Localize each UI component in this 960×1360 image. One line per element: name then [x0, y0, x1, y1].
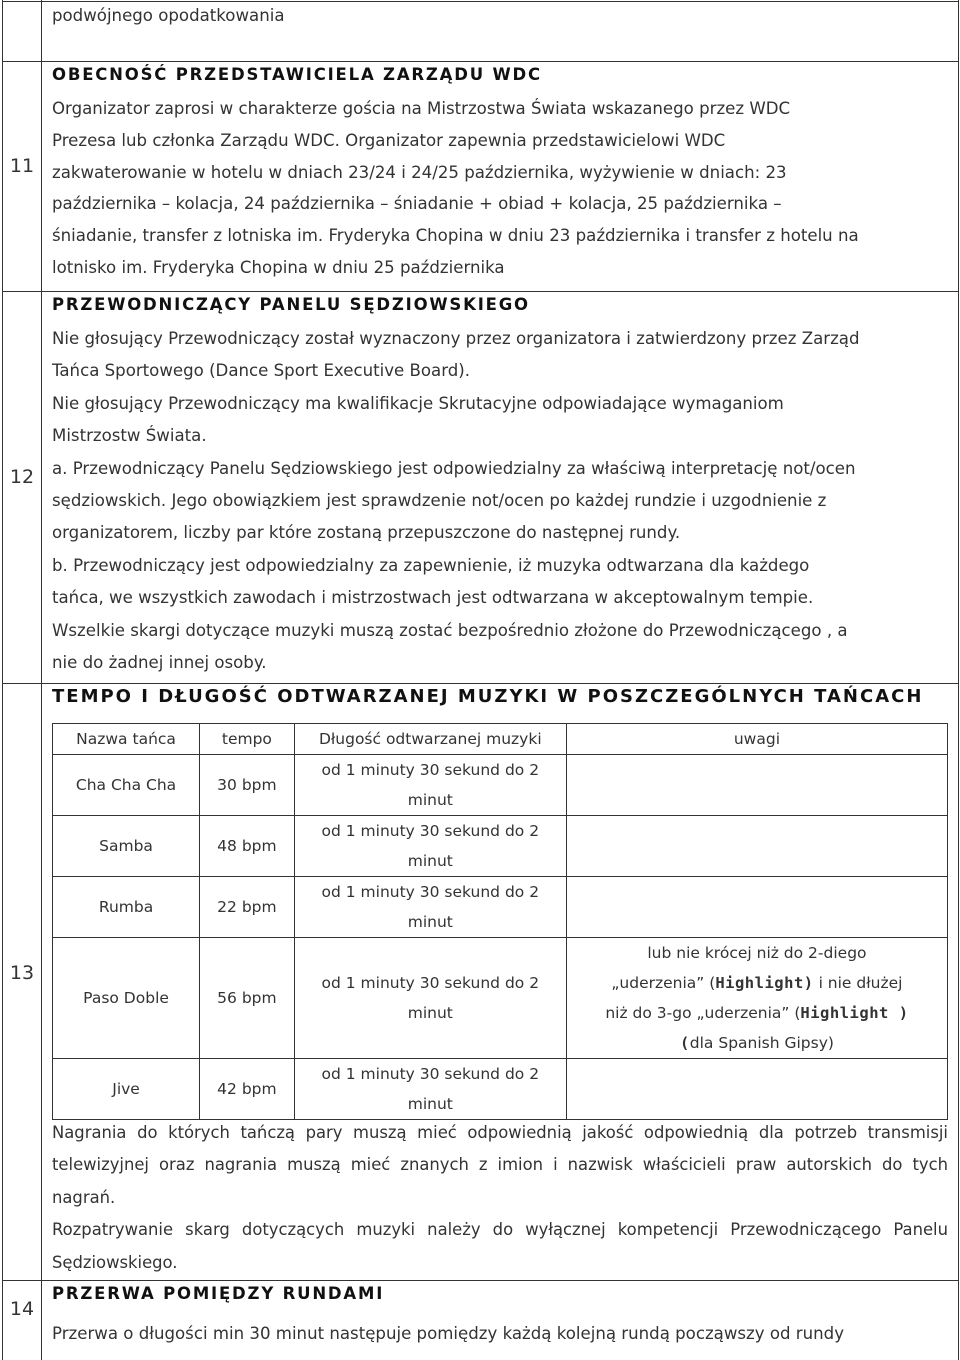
section-heading-break-between-rounds: PRZERWA POMIĘDZY RUNDAMI — [52, 1284, 385, 1303]
dance-tempo: 22 bpm — [200, 877, 295, 938]
dance-notes: lub nie krócej niż do 2-diego „uderzenia” (Highlight) i nie dłużej niż do 3-go „uderzenia” (Highlight ) (dla Spanish Gipsy) — [566, 938, 947, 1059]
column-header: uwagi — [566, 724, 947, 755]
table-header-row — [53, 724, 948, 755]
text-line: Nie głosujący Przewodniczący został wyznaczony przez organizatora i zatwierdzony przez Zarząd — [52, 329, 860, 348]
section-body-break-between-rounds: Przerwa o długości min 30 minut następuje pomiędzy każdą kolejną rundą począwszy od rundy — [52, 1324, 845, 1343]
section-body-judges-panel-chairman — [52, 323, 948, 679]
music-length: od 1 minuty 30 sekund do 2 minut — [294, 938, 566, 1059]
music-length: od 1 minuty 30 sekund do 2 minut — [294, 877, 566, 938]
dance-name: Rumba — [53, 877, 200, 938]
text-line: a. Przewodniczący Panelu Sędziowskiego jest odpowiedzialny za właściwą interpretację not/ocen — [52, 458, 856, 478]
section-heading-judges-panel-chairman: PRZEWODNICZĄCY PANELU SĘDZIOWSKIEGO — [52, 295, 530, 314]
table-row — [53, 938, 948, 1059]
music-recordings-paragraph: Nagrania do których tańczą pary muszą mieć odpowiednią jakość odpowiednią dla potrzeb transmisji telewizyjnej oraz nagrania muszą mieć znanych z imion i nazwisk właścicieli praw autorskich do tych nagrań. Rozpatrywanie skarg dotyczących muzyki należy do wyłącznej kompetencji Przewodniczącego Panelu Sędziowskiego. — [52, 1123, 948, 1272]
text-line: Tańca Sportowego (Dance Sport Executive Board). — [52, 361, 471, 381]
row-number-13: 13 — [9, 962, 35, 984]
text-line: śniadanie, transfer z lotniska im. Fryderyka Chopina w dniu 23 października i transfer z hotelu na — [52, 226, 859, 246]
table-row — [53, 816, 948, 877]
text-line: tańca, we wszystkich zawodach i mistrzostwach jest odtwarzana w akceptowalnym tempie. — [52, 588, 814, 608]
previous-row-text: podwójnego opodatkowania — [52, 6, 285, 25]
table-row — [53, 1059, 948, 1120]
column-header: Nazwa tańca — [53, 724, 200, 755]
number-column-divider — [41, 0, 42, 1360]
music-length: od 1 minuty 30 sekund do 2 minut — [294, 755, 566, 816]
section-body-wdc-representative — [52, 93, 948, 284]
dance-notes — [566, 755, 947, 816]
column-header: tempo — [200, 724, 295, 755]
row-divider — [2, 291, 958, 292]
column-header: Długość odtwarzanej muzyki — [294, 724, 566, 755]
row-number-11: 11 — [9, 155, 35, 177]
text-line: Prezesa lub członka Zarządu WDC. Organizator zapewnia przedstawicielowi WDC — [52, 130, 726, 150]
text-line: Mistrzostw Świata. — [52, 426, 207, 446]
text-line: Nie głosujący Przewodniczący ma kwalifikacje Skrutacyjne odpowiadające wymaganiom — [52, 393, 784, 413]
music-length: od 1 minuty 30 sekund do 2 minut — [294, 1059, 566, 1120]
text-line: października – kolacja, 24 października – śniadanie + obiad + kolacja, 25 października – — [52, 194, 782, 214]
text-line: Wszelkie skargi dotyczące muzyki muszą zostać bezpośrednio złożone do Przewodniczącego , a — [52, 620, 848, 640]
dance-name: Samba — [53, 816, 200, 877]
dance-notes — [566, 877, 947, 938]
music-length: od 1 minuty 30 sekund do 2 minut — [294, 816, 566, 877]
row-number-12: 12 — [9, 466, 35, 488]
dance-tempo: 48 bpm — [200, 816, 295, 877]
text-line: lotnisko im. Fryderyka Chopina w dniu 25 października — [52, 257, 505, 277]
row-number-14: 14 — [9, 1298, 35, 1320]
row-divider — [2, 1280, 958, 1281]
table-row — [53, 877, 948, 938]
row-divider — [2, 683, 958, 684]
tempo-table — [52, 723, 948, 1120]
table-row — [53, 755, 948, 816]
dance-notes — [566, 816, 947, 877]
text-line: nie do żadnej innej osoby. — [52, 653, 267, 673]
dance-tempo: 30 bpm — [200, 755, 295, 816]
dance-notes — [566, 1059, 947, 1120]
text-line: b. Przewodniczący jest odpowiedzialny za zapewnienie, iż muzyka odtwarzana dla każdego — [52, 555, 810, 575]
section-heading-wdc-representative: OBECNOŚĆ PRZEDSTAWICIELA ZARZĄDU WDC — [52, 65, 542, 84]
dance-tempo: 56 bpm — [200, 938, 295, 1059]
text-line: zakwaterowanie w hotelu w dniach 23/24 i 24/25 października, wyżywienie w dniach: 23 — [52, 162, 787, 182]
text-line: organizatorem, liczby par które zostaną przepuszczone do następnej rundy. — [52, 523, 681, 543]
dance-name: Paso Doble — [53, 938, 200, 1059]
dance-name: Cha Cha Cha — [53, 755, 200, 816]
dance-tempo: 42 bpm — [200, 1059, 295, 1120]
text-line: Organizator zaprosi w charakterze gościa na Mistrzostwa Świata wskazanego przez WDC — [52, 99, 791, 118]
text-line: sędziowskich. Jego obowiązkiem jest sprawdzenie not/ocen po każdej rundzie i uzgodnienie z — [52, 491, 827, 511]
section-heading-music-tempo: TEMPO I DŁUGOŚĆ ODTWARZANEJ MUZYKI W POSZCZEGÓLNYCH TAŃCACH — [52, 686, 924, 707]
row-divider — [2, 61, 958, 62]
dance-name: Jive — [53, 1059, 200, 1120]
